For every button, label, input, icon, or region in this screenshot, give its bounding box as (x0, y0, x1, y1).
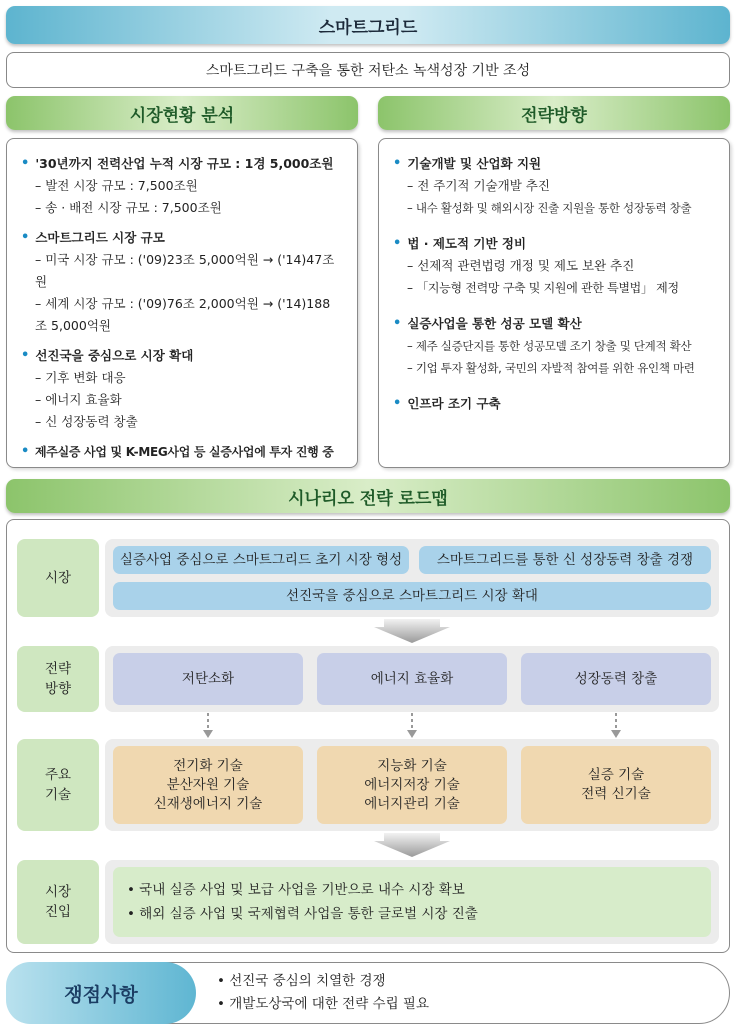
row-label-text: 주요 (44, 767, 72, 783)
sub-item: – 송 · 배전 시장 규모 : 7,500조원 (21, 197, 343, 219)
subtitle-box (6, 52, 730, 88)
bullet-heading-text: 기술개발 및 산업화 지원 (407, 156, 542, 171)
issue-item-text: 개발도상국에 대한 전략 수립 필요 (229, 996, 430, 1012)
pill-text: 분산자원 기술 (166, 776, 250, 793)
sub-item: – 제주 실증단지를 통한 성공모델 조기 창출 및 단계적 확산 (393, 335, 715, 357)
bullet-heading (21, 153, 343, 175)
pill-text: 선진국을 중심으로 스마트그리드 시장 확대 (286, 587, 538, 604)
down-arrow-icon (374, 833, 450, 857)
direction-pill-efficiency (317, 653, 507, 705)
market-analysis-panel (6, 138, 358, 468)
direction-pill-low-carbon (113, 653, 303, 705)
subtitle-text: 스마트그리드 구축을 통한 저탄소 녹색성장 기반 조성 (205, 63, 531, 79)
roadmap-panel (6, 519, 730, 953)
row-label-direction (17, 646, 99, 712)
sub-item: – 에너지 효율화 (21, 389, 343, 411)
sub-item: – 미국 시장 규모 : ('09)23조 5,000억원 → ('14)47조원 (21, 249, 343, 293)
entry-item-text: 해외 실증 사업 및 국제협력 사업을 통한 글로벌 시장 진출 (139, 906, 478, 922)
sub-item: – 세계 시장 규모 : ('09)76조 2,000억원 → ('14)188조 5,000억원 (21, 293, 343, 337)
bullet-dot-icon: • (393, 156, 402, 171)
pill-text: 스마트그리드를 통한 신 성장동력 창출 경쟁 (436, 551, 694, 568)
pill-text: 실증사업 중심으로 스마트그리드 초기 시장 형성 (119, 551, 403, 568)
row-label-tech (17, 739, 99, 831)
market-pill-initial (113, 546, 409, 574)
sub-item: – 기후 변화 대응 (21, 367, 343, 389)
row-label-entry (17, 860, 99, 944)
row-label-text: 기술 (44, 787, 72, 803)
row-label-text: 시장 (44, 570, 72, 586)
pill-text: 저탄소화 (181, 670, 235, 687)
bullet-heading (393, 233, 715, 255)
pill-text: 에너지관리 기술 (364, 795, 460, 812)
sub-item: – 전 주기적 기술개발 추진 (393, 175, 715, 197)
sub-item: – 선제적 관련법령 개정 및 제도 보완 추진 (393, 255, 715, 277)
dashed-down-arrow-icon (202, 713, 214, 739)
sub-item: – 「지능형 전력망 구축 및 지원에 관한 특별법」 제정 (393, 277, 715, 299)
sub-item: – 내수 활성화 및 해외시장 진출 지원을 통한 성장동력 창출 (393, 197, 715, 219)
market-pill-expansion (113, 582, 711, 610)
bullet-heading-text: 선진국을 중심으로 시장 확대 (35, 348, 194, 363)
pill-text: 지능화 기술 (377, 757, 447, 774)
issues-tag (6, 962, 196, 1024)
bullet-dot-icon: • (393, 396, 402, 411)
main-title-banner (6, 6, 730, 44)
bullet-dot-icon: • (21, 230, 30, 245)
pill-text: 전기화 기술 (173, 757, 243, 774)
row-label-text: 시장 (44, 884, 72, 900)
pill-text: 성장동력 창출 (574, 670, 658, 687)
tech-pill-electrification (113, 746, 303, 824)
dashed-down-arrow-icon (610, 713, 622, 739)
roadmap-header (6, 479, 730, 513)
bullet-heading (21, 227, 343, 249)
sub-item: – 발전 시장 규모 : 7,500조원 (21, 175, 343, 197)
bullet-heading-text: 스마트그리드 시장 규모 (35, 230, 165, 245)
issue-item-text: 선진국 중심의 치열한 경쟁 (229, 973, 386, 989)
bullet-heading-text: 법 · 제도적 기반 정비 (407, 236, 527, 251)
down-arrow-icon (374, 619, 450, 643)
entry-item: • 국내 실증 사업 및 보급 사업을 기반으로 내수 시장 확보 (127, 882, 465, 898)
bullet-dot-icon: • (21, 348, 30, 363)
strategy-header (378, 96, 730, 130)
tech-pill-demonstration (521, 746, 711, 824)
bullet-heading (393, 153, 715, 175)
issues-box (6, 962, 730, 1024)
main-title: 스마트그리드 (318, 17, 418, 38)
issue-item: • 선진국 중심의 치열한 경쟁 (217, 973, 386, 989)
row-label-text: 진입 (44, 904, 72, 920)
issues-title: 쟁점사항 (64, 983, 138, 1006)
bullet-dot-icon: • (393, 236, 402, 251)
issues-list (217, 970, 429, 1016)
bullet-heading (21, 345, 343, 367)
strategy-panel (378, 138, 730, 468)
bullet-heading-text: '30년까지 전력산업 누적 시장 규모 : 1경 5,000조원 (35, 156, 334, 171)
bullet-dot-icon: • (393, 316, 402, 331)
dashed-down-arrow-icon (406, 713, 418, 739)
entry-item: • 해외 실증 사업 및 국제협력 사업을 통한 글로벌 시장 진출 (127, 906, 478, 922)
bullet-heading-text: 제주실증 사업 및 K-MEG사업 등 실증사업에 투자 진행 중 (35, 445, 334, 459)
bullet-heading (21, 441, 343, 463)
strategy-title: 전략방향 (521, 105, 587, 126)
issue-item: • 개발도상국에 대한 전략 수립 필요 (217, 996, 430, 1012)
sub-item: – 신 성장동력 창출 (21, 411, 343, 433)
roadmap-title: 시나리오 전략 로드맵 (288, 488, 448, 509)
direction-pill-growth-engine (521, 653, 711, 705)
market-analysis-header (6, 96, 358, 130)
entry-pill (113, 867, 711, 937)
pill-text: 실증 기술 (587, 767, 645, 783)
bullet-heading-text: 인프라 조기 구축 (407, 396, 501, 411)
row-label-text: 전략 (44, 661, 72, 677)
pill-text: 신재생에너지 기술 (153, 795, 263, 812)
market-analysis-title: 시장현황 분석 (129, 105, 235, 126)
row-label-text: 방향 (44, 681, 72, 697)
bullet-heading-text: 실증사업을 통한 성공 모델 확산 (407, 316, 582, 331)
entry-item-text: 국내 실증 사업 및 보급 사업을 기반으로 내수 시장 확보 (139, 882, 465, 898)
bullet-heading (393, 393, 715, 415)
bullet-dot-icon: • (21, 444, 30, 459)
market-pill-growth (419, 546, 711, 574)
bullet-dot-icon: • (21, 156, 30, 171)
pill-text: 전력 신기술 (581, 786, 651, 802)
pill-text: 에너지 효율화 (370, 670, 454, 687)
sub-item: – 기업 투자 활성화, 국민의 자발적 참여를 위한 유인책 마련 (393, 357, 715, 379)
row-label-market (17, 539, 99, 617)
bullet-heading (393, 313, 715, 335)
tech-pill-intelligence (317, 746, 507, 824)
pill-text: 에너지저장 기술 (364, 776, 460, 793)
